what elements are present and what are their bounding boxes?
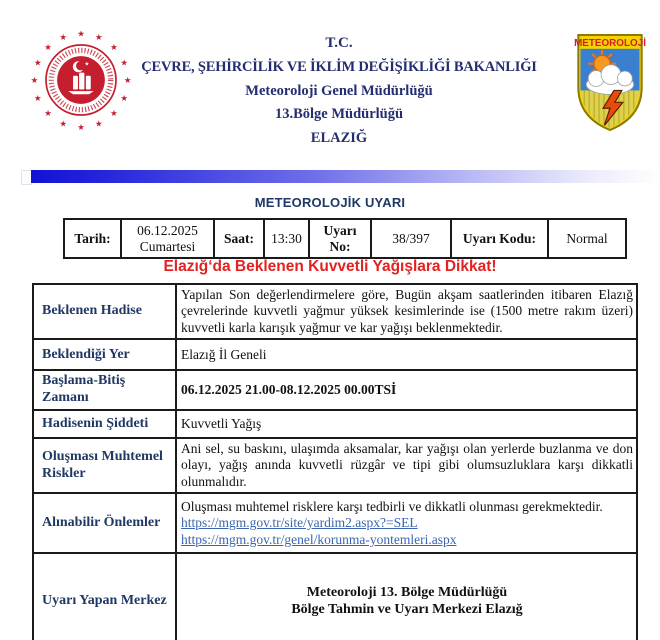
svg-text:★: ★ (110, 42, 118, 53)
date-value (121, 219, 214, 258)
svg-text:★: ★ (77, 121, 85, 132)
gradient-divider-bar (31, 170, 660, 183)
ministry-seal-icon (28, 27, 134, 133)
issuing-center-line2: Bölge Tahmin ve Uyarı Merkezi Elazığ (291, 601, 523, 617)
svg-text:★: ★ (84, 61, 90, 68)
svg-text:★: ★ (77, 28, 85, 39)
help-link[interactable]: https://mgm.gov.tr/site/yardim2.aspx?=SEL (181, 515, 418, 531)
date-label: Tarih: (64, 219, 121, 258)
table-row (33, 284, 637, 339)
table-row (33, 370, 637, 410)
row-label-alinabilir-onlemler: Alınabilir Önlemler (33, 493, 176, 553)
header-general-directorate: Meteoroloji Genel Müdürlüğü (245, 82, 433, 99)
alert-headline: Elazığ‘da Beklenen Kuvvetli Yağışlara Dikkat! (163, 258, 497, 275)
table-row (33, 438, 637, 493)
meteoroloji-shield-icon (574, 33, 646, 132)
date-value-line1: 06.12.2025 (137, 222, 198, 238)
table-row (33, 410, 637, 438)
svg-text:★: ★ (120, 57, 128, 68)
svg-text:★: ★ (95, 32, 103, 43)
section-title: METEOROLOJİK UYARI (254, 195, 406, 210)
row-value-alinabilir-onlemler (176, 493, 637, 553)
svg-text:★: ★ (59, 32, 67, 43)
row-value-muhtemel-riskler: Ani sel, su baskını, ulaşımda aksamalar, kar yağışı olan yerlerde buzlanma ve don olayı, yağış anında kuvvetli rüzgâr ve tipi gibi olumsuzluklara karşı dikkatli olunmalıdır. (176, 438, 637, 493)
time-value: 13:30 (264, 219, 309, 258)
warning-no-label: Uyarı No: (309, 219, 371, 258)
row-label-beklenen-hadise: Beklenen Hadise (33, 284, 176, 339)
svg-text:★: ★ (123, 75, 132, 86)
svg-text:★: ★ (30, 75, 39, 86)
row-value-beklenen-hadise: Yapılan Son değerlendirmelere göre, Bugün akşam saatlerinden itibaren Elazığ çevrelerinde kuvvetli yağmur yüksek kesimlerinde ise (1500 metre rakım üzeri) kuvvetli karla karışık yağmur ve kar yağışı beklenmektedir. (176, 284, 637, 339)
table-row (33, 493, 637, 553)
row-value-hadisenin-siddeti: Kuvvetli Yağış (176, 410, 637, 438)
svg-text:★: ★ (110, 108, 118, 119)
document-header (130, 36, 548, 145)
issuing-center-line1: Meteoroloji 13. Bölge Müdürlüğü (306, 584, 508, 600)
warning-detail-table (32, 283, 638, 640)
warning-code-label: Uyarı Kodu: (451, 219, 548, 258)
svg-text:★: ★ (34, 57, 42, 68)
row-label-baslama-bitis: Başlama-Bitiş Zamanı (33, 370, 176, 410)
header-tc: T.C. (325, 35, 353, 51)
row-value-beklendigi-yer: Elazığ İl Geneli (176, 339, 637, 370)
row-label-uyari-yapan-merkez: Uyarı Yapan Merkez (33, 553, 176, 640)
header-regional-directorate: 13.Bölge Müdürlüğü (274, 106, 404, 122)
row-label-beklendigi-yer: Beklendiği Yer (33, 339, 176, 370)
table-row (33, 553, 637, 640)
shield-logo-text: METEOROLOJİ (574, 37, 646, 49)
svg-text:★: ★ (120, 92, 128, 103)
date-value-line2: Cumartesi (139, 238, 196, 254)
svg-text:★: ★ (59, 118, 67, 129)
row-value-baslama-bitis: 06.12.2025 21.00-08.12.2025 00.00TSİ (176, 370, 637, 410)
svg-text:★: ★ (95, 118, 103, 129)
svg-text:★: ★ (44, 108, 52, 119)
header-city: ELAZIĞ (310, 129, 368, 146)
protection-methods-link[interactable]: https://mgm.gov.tr/genel/korunma-yontemleri.aspx (181, 531, 457, 547)
warning-no-value: 38/397 (371, 219, 451, 258)
row-label-hadisenin-siddeti: Hadisenin Şiddeti (33, 410, 176, 438)
svg-text:★: ★ (44, 42, 52, 53)
time-label: Saat: (214, 219, 264, 258)
svg-text:★: ★ (34, 92, 42, 103)
table-row (33, 339, 637, 370)
warning-code-value: Normal (548, 219, 626, 258)
header-ministry: ÇEVRE, ŞEHİRCİLİK VE İKLİM DEĞİŞİKLİĞİ BAKANLIĞI (141, 59, 537, 75)
precaution-text: Oluşması muhtemel risklere karşı tedbirli ve dikkatli olunması gerekmektedir. (181, 498, 603, 514)
row-value-uyari-yapan-merkez (176, 553, 637, 640)
row-label-muhtemel-riskler: Oluşması Muhtemel Riskler (33, 438, 176, 493)
warning-info-table (63, 218, 627, 259)
